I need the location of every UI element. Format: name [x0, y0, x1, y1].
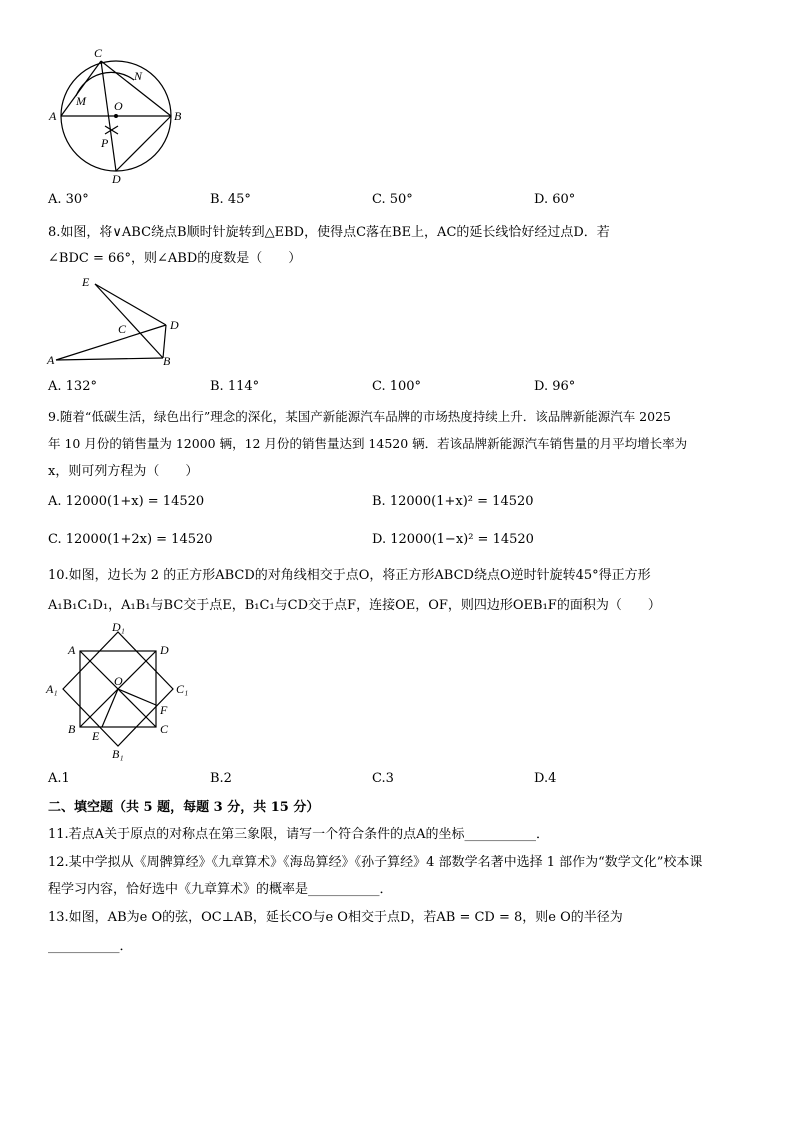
label-n: N [134, 69, 143, 83]
q9-option-b[interactable]: B. 12000(1+x)² = 14520 [372, 494, 534, 509]
chord-bd [116, 116, 171, 171]
segment-ed [95, 284, 166, 325]
label-o: O [114, 99, 123, 113]
label-a: A [68, 643, 76, 657]
q8-rotation-figure [46, 272, 191, 368]
q10-option-c[interactable]: C.3 [372, 771, 394, 786]
q7-option-c[interactable]: C. 50° [372, 192, 413, 207]
q7-option-d[interactable]: D. 60° [534, 192, 576, 207]
q13-stem-line1: 13.如图，AB为e O的弦，OC⊥AB，延长CO与e O相交于点D，若AB = CD = 8，则e O的半径为 [48, 910, 623, 925]
label-f: F [160, 703, 168, 717]
q8-stem-line1: 8.如图，将∨ABC绕点B顺时针旋转到△EBD，使得点C落在BE上，AC的延长线恰好经过点D．若 [48, 225, 610, 240]
label-a1: A₁ [46, 682, 58, 696]
q9-stem-line2: 年 10 月份的销售量为 12000 辆，12 月份的销售量达到 14520 辆．若该品牌新能源汽车销售量的月平均增长率为 [48, 436, 688, 451]
q9-stem-line1: 9.随着“低碳生活，绿色出行”理念的深化，某国产新能源汽车品牌的市场热度持续上升．该品牌新能源汽车 2025 [48, 409, 671, 424]
q10-option-a[interactable]: A.1 [48, 771, 70, 786]
q10-option-d[interactable]: D.4 [534, 771, 557, 786]
section-fill-in-blank-title: 二、填空题（共 5 题，每题 3 分，共 15 分） [48, 800, 320, 815]
q8-option-b[interactable]: B. 114° [210, 379, 260, 394]
label-p: P [101, 136, 109, 150]
q7-option-b[interactable]: B. 45° [210, 192, 251, 207]
label-a: A [49, 109, 57, 123]
label-d: D [170, 318, 179, 332]
q11-stem: 11.若点A关于原点的对称点在第三象限，请写一个符合条件的点A的坐标___________． [48, 827, 549, 842]
q9-option-c[interactable]: C. 12000(1+2x) = 14520 [48, 532, 213, 547]
q8-option-d[interactable]: D. 96° [534, 379, 576, 394]
label-b: B [163, 354, 171, 368]
q9-option-a[interactable]: A. 12000(1+x) = 14520 [48, 494, 205, 509]
label-e: E [92, 729, 100, 743]
q7-circle-figure [48, 42, 198, 188]
q12-stem-line1: 12.某中学拟从《周髀算经》《九章算术》《海岛算经》《孙子算经》4 部数学名著中选择 1 部作为“数学文化”校本课 [48, 855, 703, 870]
center-o-dot [114, 114, 118, 118]
label-d: D [112, 172, 121, 186]
q10-stem-line2: A₁B₁C₁D₁，A₁B₁与BC交于点E，B₁C₁与CD交于点F，连接OE，OF，则四边形OEB₁F的面积为（ ） [48, 598, 661, 613]
label-a: A [47, 353, 55, 367]
q8-stem-line2: ∠BDC = 66°，则∠ABD的度数是（ ） [48, 251, 302, 266]
segment-of [118, 689, 156, 705]
q9-stem-line3: x，则可列方程为（ ） [48, 464, 199, 479]
q10-option-b[interactable]: B.2 [210, 771, 232, 786]
q12-stem-line2: 程学习内容，恰好选中《九章算术》的概率是___________． [48, 882, 393, 897]
label-o: O [114, 674, 123, 688]
label-m: M [76, 94, 86, 108]
label-c1: C₁ [176, 682, 189, 696]
label-b1: B₁ [112, 747, 124, 761]
segment-oe [102, 689, 118, 727]
q9-option-d[interactable]: D. 12000(1−x)² = 14520 [372, 532, 534, 547]
label-b: B [68, 722, 76, 736]
segment-ab [56, 358, 163, 360]
q8-option-c[interactable]: C. 100° [372, 379, 422, 394]
q10-squares-figure [42, 620, 202, 762]
label-d1: D₁ [112, 620, 125, 634]
q13-stem-line2: ___________． [48, 939, 133, 954]
label-c: C [118, 322, 127, 336]
label-c: C [160, 722, 169, 736]
label-b: B [174, 109, 182, 123]
q10-stem-line1: 10.如图，边长为 2 的正方形ABCD的对角线相交于点O，将正方形ABCD绕点O逆时针旋转45°得正方形 [48, 568, 651, 583]
label-d: D [160, 643, 169, 657]
q7-option-a[interactable]: A. 30° [48, 192, 89, 207]
q8-option-a[interactable]: A. 132° [48, 379, 97, 394]
segment-eb [95, 284, 163, 358]
label-e: E [82, 275, 90, 289]
label-c: C [94, 46, 103, 60]
